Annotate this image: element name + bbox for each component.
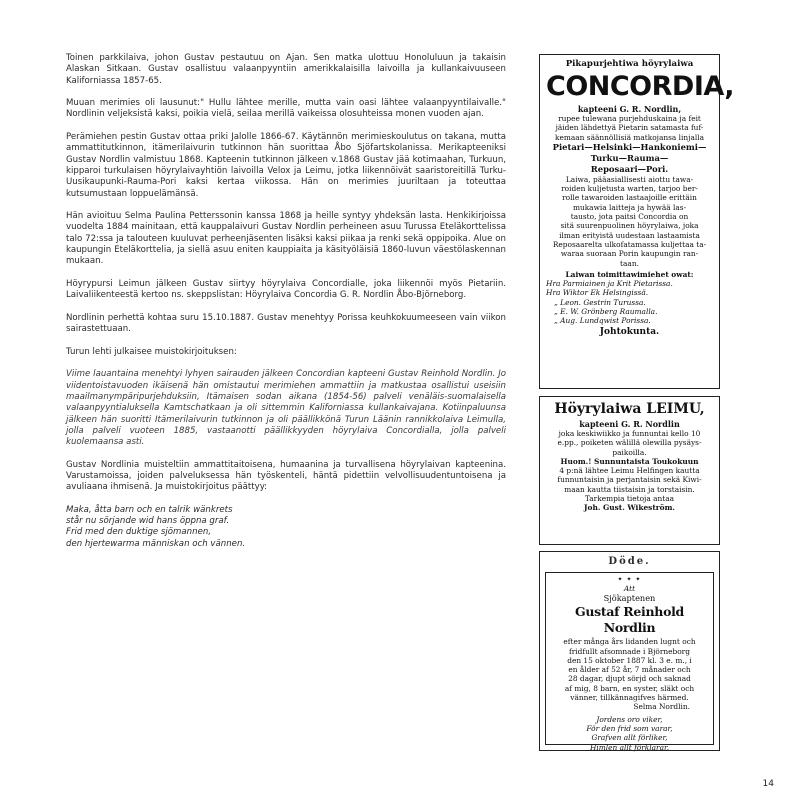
route-line: Pietari—Helsinki—Hankoniemi—Turku—Rauma— xyxy=(552,141,707,163)
page-number: 14 xyxy=(762,779,774,789)
ad-line: ilman erityistä uudestaan lastaamista xyxy=(559,230,700,240)
ad-line: sitä suurenpuolinen höyrylaiwa, joka xyxy=(560,221,699,231)
captain-line: kapteeni G. R. Nordlin, xyxy=(577,104,682,114)
notice-line: fridfullt afsomnade i Björneborg xyxy=(569,646,690,656)
ad-line: rupee tulewana purjehduskaina ja feit xyxy=(558,114,701,123)
verse-line: Jordens oro viker, xyxy=(596,714,663,724)
agent-line: „ E. W. Grönberg Raumalla. xyxy=(554,307,658,317)
notice-att: Att xyxy=(623,584,636,593)
ad-line: rolle tawaroiden lastaajoille erittäin xyxy=(562,193,697,203)
signature: Johtokunta. xyxy=(599,326,660,337)
leimu-advertisement xyxy=(539,396,720,545)
notice-line: af mig, 8 barn, en syster, släkt och xyxy=(564,683,695,693)
paragraph: Toinen parkkilaiva, johon Gustav pestautuu on Ajan. Sen matka ulottuu Honoluluun ja takaisin Alaskan Sitkaan. Gustav osallistuu valaanpyyntiin amerikkalaisilla laivoilla ja kullankaivuuseen Kaliforniassa 1857-65. xyxy=(66,53,506,86)
paragraph: Höyrypursi Leimun jälkeen Gustav siirtyy höyrylaiva Concordialle, joka liikennöi myös Pietariin. Laivaliikenteestä kertoo ns. skeppslistan: Höyrylaiva Concordia G. R. Nordlin Åbo-Björneborg. xyxy=(66,278,506,301)
paragraph: Muuan merimies oli lausunut:" Hullu lähtee merille, mutta vain oasi lähtee valaanpyyntilaivalle." Nordlinin veljeksistä kaksi, poikia vielä, seilaa merillä vaikeissa olosuhteissa monen vuoden ajan. xyxy=(66,98,506,120)
paragraph: Hän avioituu Selma Paulina Petterssonin kanssa 1868 ja heille syntyy yhdeksän lasta. Henkikirjoissa vuodelta 1884 mainitaan, että kauppalaivuri Gustav Nordlin perheineen asuu Turussa Eteläkorttelissa talo 72:ssa ja talouteen kuuluvat perheenjäsenten lisäksi kaksi piikaa ja renki sekä oppipoika. Alue on kaupungin Eteläkorttelia, ja siellä asuu eniten kauppiaita ja käsityöläisiä 1860-luvun väestölaskennan mukaan. xyxy=(66,211,506,267)
ad-line: roiden kuljetusta warten, tarjoo ber- xyxy=(561,184,698,194)
ad-line: funnuntaisin ja perjantaisin sekä Kiwi- xyxy=(557,475,702,485)
verse-line: Himlen allt förklarar. xyxy=(589,742,670,752)
notice-line: 28 dagar, djupt sörjd och saknad xyxy=(568,674,691,684)
death-notice xyxy=(539,551,720,751)
paragraph: Perämiehen pestin Gustav ottaa priki Jalolle 1866-67. Käytännön merimieskoulutus on takana, mutta ammattitutkinnon, itämerilaivurin tutkinnon hän suorittaa Åbo Sjöfartskolanissa. Merikapteeniksi Gustav Nordlin valmistuu 1868. Kapteenin tutkinnon jälkeen v.1868 Gustav jää kotimaahan, Turkuun, kipparoi turkulaisen höyrylaivayhtiön laivoilla Velox ja Leimu, jotka liikennöivät saaristoreitillä Turku-Uusikaupunki-Rauma-Pori kaksi kertaa viikossa. Hän on merimies juuriltaan ja toteuttaa kutsumustaan loppuelämänsä. xyxy=(66,132,506,199)
ornament: ✦ ✦ ✦ xyxy=(617,576,642,583)
ad-line: Tarkempia tietoja antaa xyxy=(584,494,675,504)
poem-line: står nu sörjande wid hans öppna graf. xyxy=(66,516,230,527)
paragraph: Gustav Nordlinia muisteltiin ammattitaitoisena, humaanina ja turvallisena höyrylaivan kapteenina. Varustamoissa, joiden palveluksessa hän työskenteli, häntä pidettiin velvollisuudentuntoisena ja avuliaana ihmisenä. Ja muistokirjoitus päättyy: xyxy=(66,459,506,493)
ad-line: Huom.! Sunnuntaista Toukokuun xyxy=(560,456,699,466)
notice-frame xyxy=(545,572,714,752)
ad-line: 4 p:nä lähtee Leimu Helfingen kautta xyxy=(559,466,700,476)
ship-name: CONCORDIA, xyxy=(546,71,735,102)
notice-role: Sjökaptenen xyxy=(603,593,656,604)
agent-line: „ Aug. Lundqwist Porissa. xyxy=(554,316,651,326)
ad-line: Reposaarelta ulkofatamassa kuljettaa ta- xyxy=(552,239,707,249)
signature: Joh. Gust. Wikeström. xyxy=(584,503,675,513)
ad-line: taan. xyxy=(620,258,639,268)
notice-name: Gustaf Reinhold Nordlin xyxy=(575,604,684,636)
paragraph: Turun lehti julkaisee muistokirjoituksen: xyxy=(66,346,237,357)
ad-line: tausto, jota paitsi Concordia on xyxy=(570,212,689,222)
notice-line: vänner, tillkännagifves härmed. xyxy=(570,693,689,703)
notice-line: efter många års lidanden lugnt och xyxy=(563,637,696,647)
concordia-advertisement xyxy=(539,54,735,389)
poem xyxy=(66,505,506,550)
agent-line: „ Leon. Gestrin Turussa. xyxy=(554,297,646,307)
ad-line: maan kautta tiistaisin ja torstaisin. xyxy=(564,484,695,494)
ship-name: Höyrylaiwa LEIMU, xyxy=(554,401,705,417)
ad-line: mukawia laitteja ja hywää las- xyxy=(572,202,687,212)
notice-line: en ålder af 52 år, 7 månader och xyxy=(568,665,691,675)
ad-line: Laiwa, pääasiallisesti aiottu tawa- xyxy=(565,174,694,184)
ad-header: Pikapurjehtiwa höyrylaiwa xyxy=(565,59,694,69)
ad-line: jäiden lähdettyä Pietarin satamasta fuf- xyxy=(555,123,704,133)
verse-line: Grafven allt förliker, xyxy=(591,733,668,743)
ad-line: joka keskiwiikko ja funnuntai kello 10 xyxy=(558,429,701,438)
ad-line: paikoilla. xyxy=(612,447,647,457)
obituary-quote: Viime lauantaina menehtyi lyhyen sairauden jälkeen Concordian kapteeni Gustav Reinhold Nordlin. Jo viidentoistavuoden ikäisenä hän omistautui merimiehen ammattiin ja matkustaa osallistui useisiin maailmanympäripurjehduksiin, Itämaisen sodan aikana (1854-56) palveli venäläis-suomalaisella valaanpyyntialuksella Kamtschatkaan ja oli sittemmin Kaliforniassa kullankaivajana. Kotiinpaluunsa jälkeen hän suoritti Itämerilaivurin tutkinnon ja oli päällikkönä Turun Läänin rannikkolaiva Leimulla, jolla palveli vuoteen 1885, vastaanotti päällikkyyden höyrylaiva Concordialla, jolla palveli kuolemaansa asti. xyxy=(66,369,506,448)
article-column xyxy=(66,53,506,550)
ad-line: kemaan säännöllisiä matkojansa linjalla xyxy=(555,132,704,142)
notice-line: den 15 oktober 1887 kl. 3 e. m., i xyxy=(567,655,692,665)
notice-header: Döde. xyxy=(608,556,651,567)
poem-line: den hjertewarma människan och vännen. xyxy=(66,538,246,549)
paragraph: Nordlinin perhettä kohtaa suru 15.10.1887. Gustav menehtyy Porissa keuhkokuumeeseen vain viikon sairastettuaan. xyxy=(66,312,506,335)
notice-signer: Selma Nordlin. xyxy=(633,702,690,712)
agent-line: Hra Parmiainen ja Krit Pietarissa. xyxy=(546,279,673,289)
ad-line: waraa suoraan Porin kaupungin ran- xyxy=(560,249,699,259)
agent-line: Hra Wiktor Ek Helsingissä. xyxy=(546,288,649,298)
verse-line: För den frid som varar, xyxy=(586,723,673,733)
agents-title: Laiwan toimittawimiehet owat: xyxy=(565,269,694,279)
ad-line: e.pp., poiketen wälillä olewilla pysäys- xyxy=(557,438,702,448)
captain-line: kapteeni G. R. Nordlin xyxy=(579,419,680,429)
poem-line: Maka, åtta barn och en talrik wänkrets xyxy=(66,504,233,515)
poem-line: Frid med den duktige sjömannen, xyxy=(66,527,212,538)
route-line: Reposaari—Pori. xyxy=(590,163,669,174)
